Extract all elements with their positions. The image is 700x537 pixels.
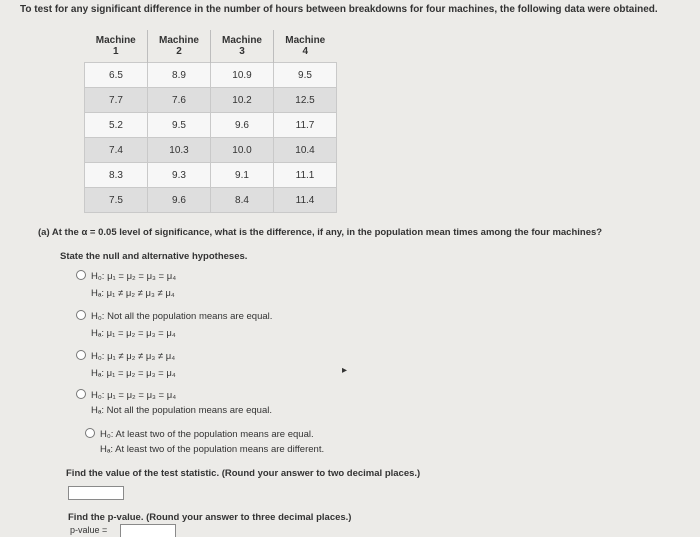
- machine-data-table: [84, 30, 337, 213]
- p-value-prompt: Find the p-value. (Round your answer to three decimal places.): [68, 512, 352, 523]
- table-cell: 10.0: [211, 138, 274, 163]
- option-4-h0: H₀: μ₁ = μ₂ = μ₃ = μ₄: [91, 390, 177, 401]
- hypothesis-option-4[interactable]: [76, 389, 176, 401]
- option-2-h0: H₀: Not all the population means are equal.: [91, 311, 273, 322]
- option-1-h0: H₀: μ₁ = μ₂ = μ₃ = μ₄: [91, 271, 177, 282]
- option-4-ha: Hₐ: Not all the population means are equal.: [91, 405, 272, 416]
- table-cell: 9.5: [148, 113, 211, 138]
- table-cell: 6.5: [85, 63, 148, 88]
- table-cell: 11.1: [274, 163, 337, 188]
- radio-button[interactable]: [85, 428, 95, 438]
- radio-button[interactable]: [76, 270, 86, 280]
- table-row: [85, 63, 337, 88]
- option-3-h0: H₀: μ₁ ≠ μ₂ ≠ μ₃ ≠ μ₄: [91, 351, 176, 362]
- table-cell: 9.5: [274, 63, 337, 88]
- option-1-ha: Hₐ: μ₁ ≠ μ₂ ≠ μ₃ ≠ μ₄: [91, 288, 175, 299]
- table-cell: 8.4: [211, 188, 274, 213]
- hypothesis-option-2[interactable]: [76, 310, 272, 322]
- table-row: [85, 88, 337, 113]
- table-row: [85, 138, 337, 163]
- table-header-machine-4: Machine 4: [274, 30, 337, 63]
- table-header-machine-2: Machine 2: [148, 30, 211, 63]
- radio-button[interactable]: [76, 350, 86, 360]
- table-cell: 8.3: [85, 163, 148, 188]
- p-value-input[interactable]: [120, 524, 176, 537]
- table-row: [85, 113, 337, 138]
- table-cell: 7.5: [85, 188, 148, 213]
- p-value-label: p-value =: [70, 525, 108, 535]
- option-5-ha: Hₐ: At least two of the population means are different.: [100, 444, 325, 455]
- hypothesis-option-5[interactable]: [85, 428, 314, 440]
- table-row: [85, 163, 337, 188]
- table-header-row: [85, 30, 337, 63]
- table-cell: 10.4: [274, 138, 337, 163]
- hypotheses-instruction: State the null and alternative hypotheses.: [60, 251, 248, 262]
- part-a-question: (a) At the α = 0.05 level of significance, what is the difference, if any, in the population mean times among the four machines?: [38, 227, 603, 238]
- table-cell: 10.9: [211, 63, 274, 88]
- option-2-ha: Hₐ: μ₁ = μ₂ = μ₃ = μ₄: [91, 328, 176, 339]
- mouse-cursor-icon: ▸: [342, 365, 348, 376]
- table-cell: 8.9: [148, 63, 211, 88]
- table-cell: 11.7: [274, 113, 337, 138]
- table-cell: 9.6: [148, 188, 211, 213]
- table-cell: 5.2: [85, 113, 148, 138]
- test-statistic-input[interactable]: [68, 486, 124, 500]
- table-row: [85, 188, 337, 213]
- table-cell: 7.4: [85, 138, 148, 163]
- table-cell: 7.7: [85, 88, 148, 113]
- option-5-h0: H₀: At least two of the population means are equal.: [100, 429, 314, 440]
- table-cell: 9.3: [148, 163, 211, 188]
- radio-button[interactable]: [76, 389, 86, 399]
- table-cell: 10.3: [148, 138, 211, 163]
- table-header-machine-1: Machine 1: [85, 30, 148, 63]
- table-cell: 10.2: [211, 88, 274, 113]
- table-header-machine-3: Machine 3: [211, 30, 274, 63]
- table-cell: 9.1: [211, 163, 274, 188]
- table-cell: 12.5: [274, 88, 337, 113]
- radio-button[interactable]: [76, 310, 86, 320]
- test-statistic-prompt: Find the value of the test statistic. (Round your answer to two decimal places.): [66, 468, 421, 479]
- table-cell: 9.6: [211, 113, 274, 138]
- hypothesis-option-3[interactable]: [76, 350, 175, 362]
- option-3-ha: Hₐ: μ₁ = μ₂ = μ₃ = μ₄: [91, 368, 176, 379]
- table-cell: 7.6: [148, 88, 211, 113]
- problem-intro: To test for any significant difference in the number of hours between breakdowns for four machines, the following data were obtained.: [20, 4, 658, 15]
- hypothesis-option-1[interactable]: [76, 270, 176, 282]
- table-cell: 11.4: [274, 188, 337, 213]
